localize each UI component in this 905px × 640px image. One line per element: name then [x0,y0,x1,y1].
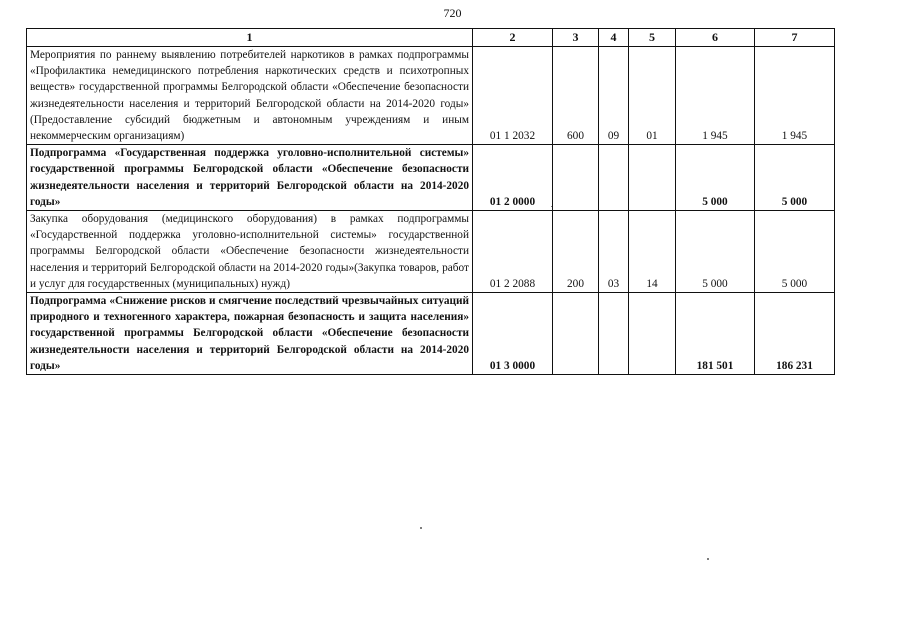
header-col-7: 7 [755,29,835,47]
scan-speck [707,558,709,560]
row-col-6: 1 945 [676,47,755,145]
header-col-4: 4 [599,29,629,47]
row-col-5: 01 [629,47,676,145]
table-row [27,145,835,211]
row-col-6: 5 000 [676,211,755,293]
row-col-3 [553,293,599,375]
row-col-3: 600 [553,47,599,145]
row-col-6: 5 000 [676,145,755,211]
row-col-4: 03 [599,211,629,293]
row-description: Мероприятия по раннему выявлению потребителей наркотиков в рамках подпрограммы «Профилактика немедицинского потребления наркотических средств и психотропных веществ» государственной программы Белгородской области «Обеспечение безопасности жизнедеятельности населения и территорий Белгородской области на 2014-2020 годы» (Предоставление субсидий бюджетным и автономным учреждениям и иным некоммерческим организациям) [27,47,473,145]
row-description: Подпрограмма «Снижение рисков и смягчение последствий чрезвычайных ситуаций природного и техногенного характера, пожарная безопасность и защита населения» государственной программы Белгородской области «Обеспечение безопасности жизнедеятельности населения и территорий Белгородской области на 2014-2020 годы» [27,293,473,375]
row-col-4: 09 [599,47,629,145]
row-code: 01 2 0000 [473,145,553,211]
header-col-1: 1 [27,29,473,47]
scan-speck [551,206,552,207]
budget-table [26,28,835,375]
header-row [27,29,835,47]
table-row [27,211,835,293]
row-col-7: 186 231 [755,293,835,375]
row-col-7: 5 000 [755,145,835,211]
row-description: Закупка оборудования (медицинского оборудования) в рамках подпрограммы «Государственной поддержка уголовно-исполнительной системы» государственной программы Белгородской области «Обеспечение безопасности жизнедеятельности населения и территорий Белгородской области на 2014-2020 годы»(Закупка товаров, работ и услуг для государственных (муниципальных) нужд) [27,211,473,293]
row-col-3: 200 [553,211,599,293]
page-number: 720 [443,6,462,20]
table-row [27,47,835,145]
table-row [27,293,835,375]
row-col-6: 181 501 [676,293,755,375]
row-col-5 [629,293,676,375]
row-col-7: 1 945 [755,47,835,145]
row-code: 01 2 2088 [473,211,553,293]
row-col-4 [599,145,629,211]
header-col-2: 2 [473,29,553,47]
header-col-5: 5 [629,29,676,47]
scan-speck [420,527,422,529]
row-col-4 [599,293,629,375]
row-col-3 [553,145,599,211]
row-description: Подпрограмма «Государственная поддержка уголовно-исполнительной системы» государственной программы Белгородской области «Обеспечение безопасности жизнедеятельности населения и территорий Белгородской области на 2014-2020 годы» [27,145,473,211]
header-col-3: 3 [553,29,599,47]
row-col-7: 5 000 [755,211,835,293]
row-col-5 [629,145,676,211]
row-code: 01 3 0000 [473,293,553,375]
row-col-5: 14 [629,211,676,293]
header-col-6: 6 [676,29,755,47]
row-code: 01 1 2032 [473,47,553,145]
